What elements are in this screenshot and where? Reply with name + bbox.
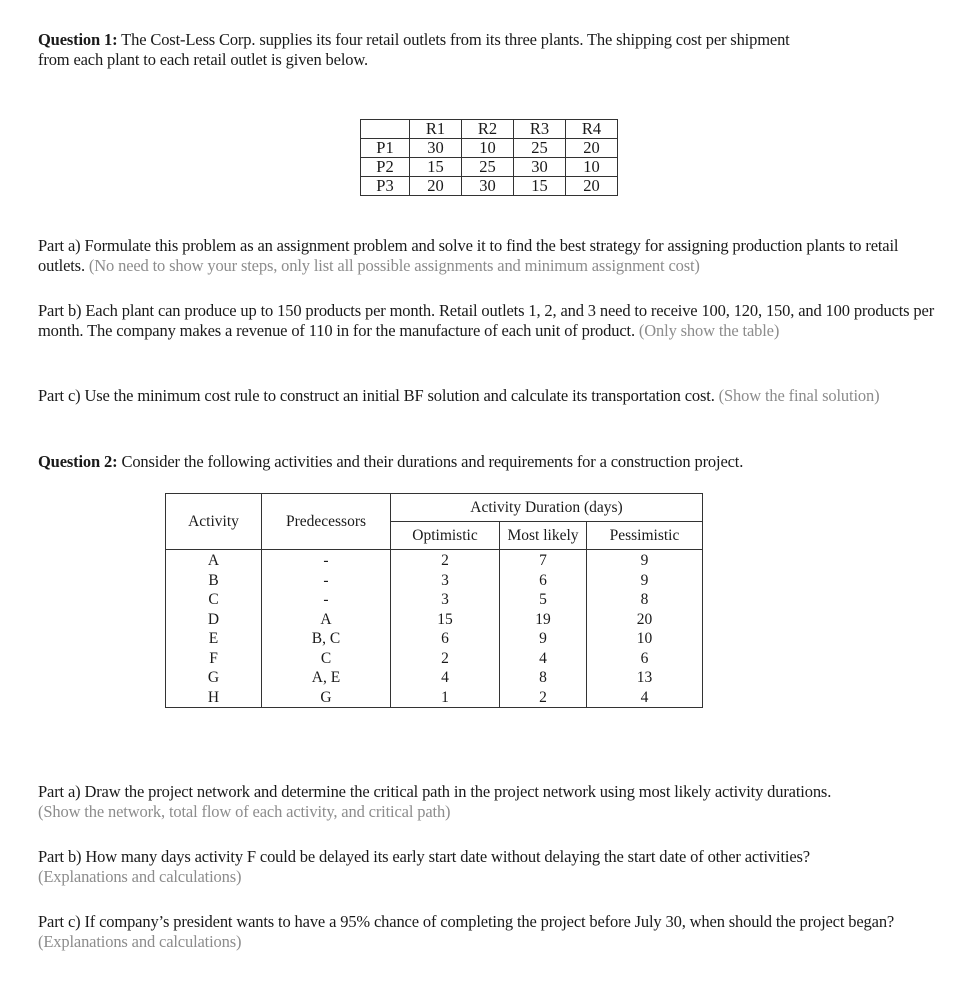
- question2-intro: [38, 452, 938, 472]
- optimistic: 4: [391, 668, 500, 688]
- question2-part-c: [38, 912, 938, 952]
- cost-table-header-row: [361, 120, 618, 139]
- pessimistic: 13: [587, 668, 703, 688]
- optimistic: 15: [391, 610, 500, 630]
- question1-part-b: [38, 301, 938, 341]
- activity-table-header-row1: [166, 494, 703, 522]
- activity-id: G: [166, 668, 262, 688]
- cost-col-r1: R1: [410, 120, 462, 139]
- col-optimistic: Optimistic: [391, 522, 500, 550]
- question2-part-a: [38, 782, 938, 822]
- predecessors: -: [262, 550, 391, 571]
- cost-table-row: [361, 139, 618, 158]
- optimistic: 2: [391, 550, 500, 571]
- part-c-note: (Show the final solution): [714, 386, 880, 405]
- pessimistic: 20: [587, 610, 703, 630]
- col-pessimistic: Pessimistic: [587, 522, 703, 550]
- activity-row: [166, 668, 703, 688]
- activity-row: [166, 649, 703, 669]
- optimistic: 3: [391, 590, 500, 610]
- cost-cell: 15: [514, 177, 566, 196]
- cost-cell: 25: [514, 139, 566, 158]
- cost-table-corner: [361, 120, 410, 139]
- question1-part-c: [38, 386, 938, 406]
- question1-intro-line2: from each plant to each retail outlet is given below.: [38, 50, 369, 69]
- most-likely: 4: [500, 649, 587, 669]
- q2-part-c-note: (Explanations and calculations): [38, 932, 242, 951]
- cost-cell: 20: [410, 177, 462, 196]
- predecessors: -: [262, 590, 391, 610]
- col-predecessors: Predecessors: [262, 494, 391, 550]
- activity-row: [166, 590, 703, 610]
- question1-heading: Question 1:: [38, 30, 118, 49]
- predecessors: -: [262, 571, 391, 591]
- question2-intro-text: Consider the following activities and their durations and requirements for a construction project.: [117, 452, 744, 471]
- question2-heading: Question 2:: [38, 452, 118, 471]
- cost-cell: 20: [566, 177, 618, 196]
- question1-part-a: [38, 236, 938, 276]
- most-likely: 5: [500, 590, 587, 610]
- most-likely: 2: [500, 688, 587, 708]
- pessimistic: 10: [587, 629, 703, 649]
- pessimistic: 6: [587, 649, 703, 669]
- predecessors: A: [262, 610, 391, 630]
- activity-id: E: [166, 629, 262, 649]
- part-b-text: Part b) Each plant can produce up to 150 products per month. Retail outlets 1, 2, and 3 need to receive 100, 120, 150, and 100 products per month. The company makes a revenue of 110 in for the manufacture of each unit of product.: [38, 301, 935, 340]
- plant-label: P3: [361, 177, 410, 196]
- cost-table-row: [361, 158, 618, 177]
- most-likely: 9: [500, 629, 587, 649]
- cost-cell: 30: [410, 139, 462, 158]
- q2-part-b-text: Part b) How many days activity F could be delayed its early start date without delaying the start date of other activities?: [38, 847, 810, 866]
- activity-id: H: [166, 688, 262, 708]
- cost-col-r2: R2: [462, 120, 514, 139]
- cost-cell: 15: [410, 158, 462, 177]
- pessimistic: 8: [587, 590, 703, 610]
- activity-duration-table: [165, 493, 703, 708]
- part-a-note: (No need to show your steps, only list all possible assignments and minimum assignment cost): [84, 256, 700, 275]
- pessimistic: 9: [587, 550, 703, 571]
- predecessors: G: [262, 688, 391, 708]
- cost-col-r3: R3: [514, 120, 566, 139]
- activity-row: [166, 571, 703, 591]
- part-b-note: (Only show the table): [634, 321, 780, 340]
- activity-id: C: [166, 590, 262, 610]
- pessimistic: 9: [587, 571, 703, 591]
- cost-table-row: [361, 177, 618, 196]
- q2-part-c-text: Part c) If company’s president wants to have a 95% chance of completing the project before July 30, when should the project began?: [38, 912, 895, 931]
- most-likely: 7: [500, 550, 587, 571]
- cost-cell: 25: [462, 158, 514, 177]
- activity-row: [166, 610, 703, 630]
- predecessors: A, E: [262, 668, 391, 688]
- activity-id: A: [166, 550, 262, 571]
- most-likely: 19: [500, 610, 587, 630]
- optimistic: 6: [391, 629, 500, 649]
- question1-intro: [38, 30, 938, 70]
- q2-part-a-text: Part a) Draw the project network and determine the critical path in the project network using most likely activity durations.: [38, 782, 832, 801]
- part-a-text: Part a) Formulate this problem as an assignment problem and solve it to find the best strategy for assigning production plants to retail outlets.: [38, 236, 899, 275]
- q2-part-b-note: (Explanations and calculations): [38, 867, 242, 886]
- activity-id: B: [166, 571, 262, 591]
- cost-cell: 30: [514, 158, 566, 177]
- activity-id: D: [166, 610, 262, 630]
- cost-col-r4: R4: [566, 120, 618, 139]
- optimistic: 3: [391, 571, 500, 591]
- cost-cell: 10: [462, 139, 514, 158]
- question1-intro-line1: The Cost-Less Corp. supplies its four retail outlets from its three plants. The shipping cost per shipment: [117, 30, 790, 49]
- col-most-likely: Most likely: [500, 522, 587, 550]
- activity-row: [166, 550, 703, 571]
- cost-cell: 10: [566, 158, 618, 177]
- activity-id: F: [166, 649, 262, 669]
- cost-cell: 20: [566, 139, 618, 158]
- col-activity: Activity: [166, 494, 262, 550]
- plant-label: P2: [361, 158, 410, 177]
- most-likely: 8: [500, 668, 587, 688]
- q2-part-a-note: (Show the network, total flow of each activity, and critical path): [38, 802, 451, 821]
- optimistic: 2: [391, 649, 500, 669]
- optimistic: 1: [391, 688, 500, 708]
- activity-row: [166, 629, 703, 649]
- question2-part-b: [38, 847, 938, 887]
- shipping-cost-table: [360, 119, 618, 196]
- col-activity-duration-group: Activity Duration (days): [391, 494, 703, 522]
- activity-row: [166, 688, 703, 708]
- cost-cell: 30: [462, 177, 514, 196]
- most-likely: 6: [500, 571, 587, 591]
- part-c-text: Part c) Use the minimum cost rule to construct an initial BF solution and calculate its transportation cost.: [38, 386, 715, 405]
- pessimistic: 4: [587, 688, 703, 708]
- predecessors: C: [262, 649, 391, 669]
- predecessors: B, C: [262, 629, 391, 649]
- plant-label: P1: [361, 139, 410, 158]
